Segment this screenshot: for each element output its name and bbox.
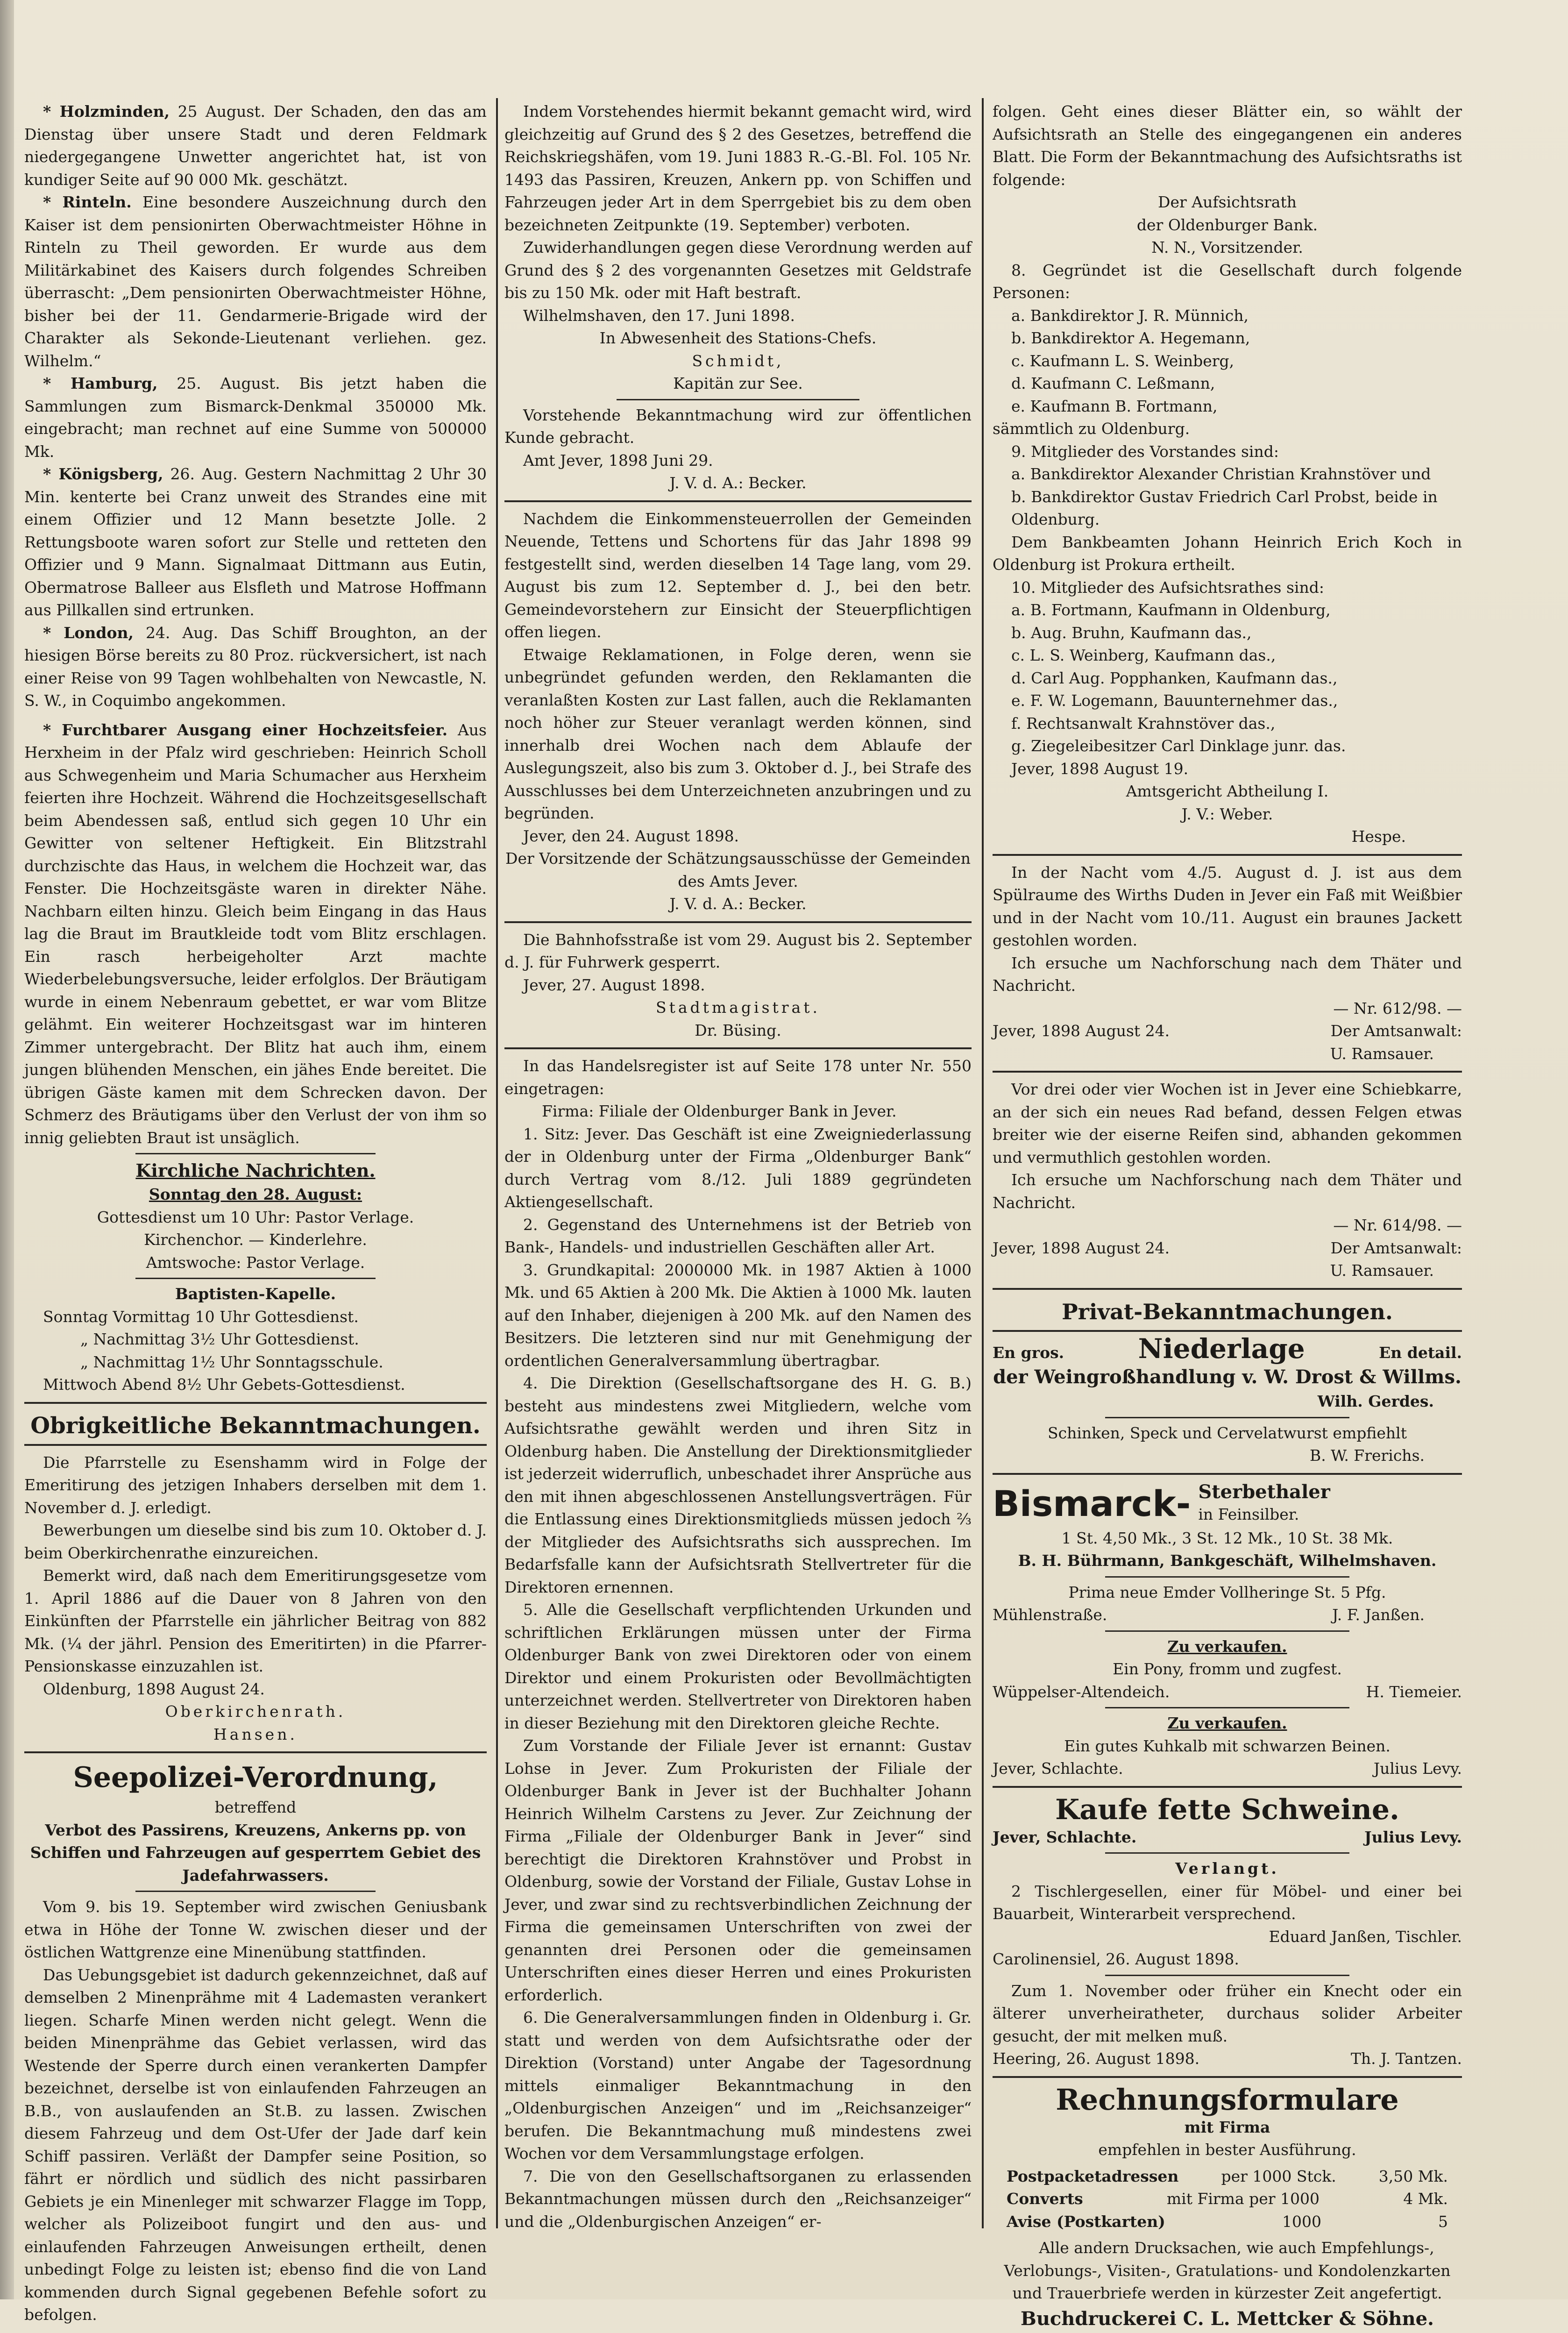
ad-signature: Eduard Janßen, Tischler. xyxy=(1269,1927,1462,1946)
news-item xyxy=(24,463,487,622)
notice-signatory: Schmidt, xyxy=(692,351,784,370)
section-divider xyxy=(993,1330,1462,1332)
service-line: „ Nachmittag 3½ Uhr Gottesdienst. xyxy=(80,1330,359,1348)
notice-date: Oldenburg, 1898 August 24. xyxy=(43,1679,265,1698)
ad-location: Mühlenstraße. xyxy=(993,1606,1107,1624)
section-divider xyxy=(1105,1975,1349,1976)
founder-entry: a. Bankdirektor J. R. Münnich, xyxy=(1011,306,1249,325)
notice-date: Jever, 1898 August 24. xyxy=(993,1238,1170,1257)
notice-date: Jever, 27. August 1898. xyxy=(523,975,705,994)
church-news-line: Kirchenchor. — Kinderlehre. xyxy=(144,1231,367,1249)
section-divider xyxy=(1105,1852,1349,1854)
price-item: Converts xyxy=(1007,2190,1083,2208)
register-item: 5. Alle die Gesellschaft verpflichtenden Urkunden und schriftlichen Erklärungen müssen unter der Firma Oldenburger Bank von zwei Direktoren oder von einem Direktor und einem Prokuristen oder Bevollmächtigten unterzeichnet werden. Stellvertreter von Direktoren haben in dieser Beziehung mit den Direktoren gleiche Rechte. xyxy=(504,1600,972,1732)
news-dateline: * Furchtbarer Ausgang einer Hochzeitsfeier. xyxy=(43,720,448,739)
section-divider xyxy=(135,1153,376,1154)
notice-text: Nachdem die Einkommensteuerrollen der Gemeinden Neuende, Tettens und Schortens für das Jahr 1898 99 festgestellt sind, werden dieselben 14 Tage lang, vom 29. August bis zum 12. September d. J., bei den betr. Gemeindevorstehern zur Einsicht der Steuerpflichtigen offen liegen. xyxy=(504,509,972,641)
ad-signature: H. Tiemeier. xyxy=(1366,1682,1462,1701)
notice-signatory: Hansen. xyxy=(213,1725,298,1743)
notice-signatory: Hespe. xyxy=(1351,827,1406,846)
column-rule xyxy=(496,98,498,2228)
price-qty: mit Firma per 1000 xyxy=(1166,2190,1320,2208)
price-item: Avise (Postkarten) xyxy=(1007,2212,1165,2231)
register-item: 4. Die Direktion (Gesellschaftsorgane des H. G. B.) besteht aus mindestens zwei Mitgliedern, welche vom Aufsichtsrathe gewählt werden und ihren Sitz in Oldenburg haben. Die Anstellung der Direktionsmitglieder ist jederzeit widerruflich, unbeschadet ihrer Ansprüche aus den mit ihnen abgeschlossenen Anstellungsverträgen. Für die Entlassung eines Direktionsmitglieds müssen jedoch ⅔ der Mitglieder des Aufsichtsraths sich aussprechen. Im Bedarfsfalle kann der Aufsichtsrath Stellvertreter für die Direktoren ernennen. xyxy=(504,1374,972,1596)
register-item: folgen. Geht eines dieser Blätter ein, so wählt der Aufsichtsrath an Stelle des eingegangenen ein anderes Blatt. Die Form der Bekanntmachung des Aufsichtsraths ist folgende: xyxy=(993,102,1462,189)
ad-text: Sterbethaler xyxy=(1198,1481,1330,1503)
news-dateline: * Holzminden, xyxy=(43,102,170,121)
church-news-title: Kirchliche Nachrichten. xyxy=(135,1160,376,1181)
register-form-line: Der Aufsichtsrath xyxy=(1158,193,1297,211)
section-divider xyxy=(504,921,972,923)
service-line: Mittwoch Abend 8½ Uhr Gebets-Gottesdienst. xyxy=(43,1375,405,1394)
register-item: 3. Grundkapital: 2000000 Mk. in 1987 Aktien à 1000 Mk. und 65 Aktien à 200 Mk. Die Aktien à 1000 Mk. lauten auf den Inhaber, diejenigen à 200 Mk. auf den Namen des Besitzers. Die letzteren sind nur mit Genehmigung der ordentlichen Generalversammlung übertragbar. xyxy=(504,1260,972,1370)
section-divider xyxy=(1105,1417,1349,1418)
ad-text xyxy=(993,1880,1462,1926)
notice-text: Vorstehende Bekanntmachung wird zur öffentlichen Kunde gebracht. xyxy=(504,405,972,447)
section-divider xyxy=(504,1047,972,1049)
register-form-line: der Oldenburger Bank. xyxy=(1136,215,1318,234)
church-news-date: Sonntag den 28. August: xyxy=(149,1185,362,1203)
notice-signatory: Oberkirchenrath. xyxy=(165,1702,346,1721)
notice-text: Bewerbungen um dieselbe sind bis zum 10. Oktober d. J. beim Oberkirchenrathe einzureichen. xyxy=(24,1521,487,1562)
register-item: 9. Mitglieder des Vorstandes sind: xyxy=(1011,442,1279,461)
council-entry: d. Carl Aug. Popphanken, Kaufmann das., xyxy=(1011,669,1338,687)
ad-signature: B. W. Frerichs. xyxy=(1309,1446,1425,1465)
column-3 xyxy=(993,100,1462,2330)
council-entry: b. Aug. Bruhn, Kaufmann das., xyxy=(1011,623,1252,642)
ad-text: En detail. xyxy=(1379,1343,1462,1362)
notice-signatory: Stadtmagistrat. xyxy=(656,998,820,1017)
founder-entry: c. Kaufmann L. S. Weinberg, xyxy=(1011,351,1235,370)
section-divider xyxy=(617,399,859,400)
notice-signatory: J. V. d. A.: Becker. xyxy=(669,895,807,913)
section-divider xyxy=(993,1071,1462,1073)
register-item: 7. Die von den Gesellschaftsorganen zu erlassenden Bekanntmachungen müssen durch den „Reichsanzeiger“ und die „Oldenburgischen Anzeigen“ er- xyxy=(504,2167,972,2231)
register-item: 2. Gegenstand des Unternehmens ist der Betrieb von Bank-, Handels- und industriellen Geschäften aller Art. xyxy=(504,1215,972,1256)
news-item xyxy=(24,191,487,372)
price-list xyxy=(993,2162,1462,2237)
news-item xyxy=(24,100,487,191)
ad-signature: B. H. Bührmann, Bankgeschäft, Wilhelmshaven. xyxy=(1018,1551,1437,1570)
section-divider xyxy=(24,1444,487,1446)
ad-headline: Rechnungsformulare xyxy=(1056,2082,1399,2117)
register-firm: Firma: Filiale der Oldenburger Bank in Jever. xyxy=(542,1102,897,1120)
section-divider xyxy=(135,1278,376,1279)
ad-niederlage xyxy=(993,1332,1462,1365)
ad-text: 2 Tischlergesellen, einer für Möbel- und einer bei Bauarbeit, Winterarbeit versprechend. xyxy=(993,1882,1462,1923)
news-dateline: * London, xyxy=(43,623,134,642)
news-text: Aus Herxheim in der Pfalz wird geschrieben: Heinrich Scholl aus Schwegenheim und Maria Schumacher aus Herxheim feierten ihre Hochzeit. Während die Hochzeitsgesellschaft beim Abendessen saß, entlud sich gegen 10 Uhr ein Gewitter von seltener Heftigkeit. Ein Blitzstrahl durchzischte das Haus, in welchem die Hochzeit war, das Fenster. Die Hochzeitsgäste waren in direkter Nähe. Nachbarn eilten hinzu. Gleich beim Eingang in das Haus lag die Braut im Brautkleide todt vom Blitz erschlagen. Ein rasch herbeigeholter Arzt machte Wiederbelebungsversuche, leider erfolglos. Der Bräutigam wurde in einem Nebenraum gebettet, er war vom Blitze gelähmt. Ein weiterer Hochzeitsgast war im hinteren Zimmer untergebracht. Der Blitz hat auch ihm, einem jungen blühenden Menschen, ein jähes Ende bereitet. Die übrigen Gäste kamen mit dem Schrecken davon. Der Schmerz des Bräutigams über den Verlust der von ihm so innig geliebten Braut ist unsäglich. xyxy=(24,720,487,1147)
notice-text: Bemerkt wird, daß nach dem Emeritirungsgesetze vom 1. April 1886 auf die Dauer von 8 Jahren von den Einkünften der Pfarrstelle ein jährlicher Beitrag von 882 Mk. (¼ der jährl. Pension des Emeritirten) in die Pfarrer-Pensionskasse einzuzahlen ist. xyxy=(24,1566,487,1675)
price-row xyxy=(1007,2188,1448,2211)
board-entry: a. Bankdirektor Alexander Christian Krahnstöver und xyxy=(1011,465,1431,483)
case-number: — Nr. 612/98. — xyxy=(1333,999,1462,1017)
notice-date: Jever, 1898 August 19. xyxy=(1011,759,1189,778)
notice-signatory: J. V.: Weber. xyxy=(1181,804,1273,823)
council-entry: c. L. S. Weinberg, Kaufmann das., xyxy=(1011,646,1276,664)
service-line: „ Nachmittag 1½ Uhr Sonntagsschule. xyxy=(80,1352,383,1371)
section-divider xyxy=(993,1786,1462,1788)
section-divider xyxy=(504,500,972,502)
news-text: 26. Aug. Gestern Nachmittag 2 Uhr 30 Min. kenterte bei Cranz unweit des Strandes eine mit einem Offizier und 12 Mann besetzte Jolle. 2 Rettungsboote waren sofort zur Stelle und retteten den Offizier und 9 Mann. Signalmaat Dittmann aus Eutin, Obermatrose Balleer aus Elsfleth und Matrose Hoffmann aus Pillkallen sind ertrunken. xyxy=(24,465,487,619)
price-qty: per 1000 Stck. xyxy=(1221,2167,1336,2185)
section-divider xyxy=(24,1402,487,1404)
register-intro: In das Handelsregister ist auf Seite 178 unter Nr. 550 eingetragen: xyxy=(504,1057,972,1098)
notice-text: Die Bahnhofsstraße ist vom 29. August bis 2. September d. J. für Fuhrwerk gesperrt. xyxy=(504,930,972,971)
founder-entry: e. Kaufmann B. Fortmann, xyxy=(1011,397,1218,415)
register-item: 6. Die Generalversammlungen finden in Oldenburg i. Gr. statt und werden von dem Aufsichtsrathe oder der Direktion (Vorstand) unter Angabe der Tagesordnung mittels einmaliger Bekanntmachung in den „Oldenburgischen Anzeigen“ und im „Reichsanzeiger“ berufen. Die Bekanntmachung muß mindestens zwei Wochen vor dem Versammlungstage erfolgen. xyxy=(504,2008,972,2162)
ad-headline: der Weingroßhandlung v. W. Drost & Willms. xyxy=(993,1366,1462,1388)
section-divider xyxy=(1105,1630,1349,1632)
ad-signature: J. F. Janßen. xyxy=(1332,1606,1425,1624)
price-value: 3,50 Mk. xyxy=(1378,2167,1448,2185)
ad-location: Jever, Schlachte. xyxy=(993,1828,1137,1846)
notice-signatory: In Abwesenheit des Stations-Chefs. xyxy=(599,329,877,347)
ad-headline: Zu verkaufen. xyxy=(1167,1714,1287,1732)
news-text: 25 August. Der Schaden, den das am Dienstag über unsere Stadt und deren Feldmark niedergegangene Unwetter angerichtet hat, ist von kundiger Seite auf 90 000 Mk. geschätzt. xyxy=(24,102,487,189)
ad-footer xyxy=(993,1826,1462,1849)
notice-date: Jever, den 24. August 1898. xyxy=(523,826,739,845)
ad-subheadline xyxy=(1198,1481,1330,1526)
notice-signatory: Der Amtsanwalt: xyxy=(1330,1022,1462,1040)
price-value: 5 xyxy=(1438,2212,1448,2231)
column-2 xyxy=(504,100,972,2249)
sea-police-subject: Verbot des Passirens, Kreuzens, Ankerns pp. von Schiffen und Fahrzeugen auf gesperrtem Gebiet des Jadefahrwassers. xyxy=(30,1821,481,1885)
news-item xyxy=(24,622,487,712)
ad-footer xyxy=(993,1757,1462,1780)
church-news-line: Gottesdienst um 10 Uhr: Pastor Verlage. xyxy=(97,1208,414,1226)
notice-date: Wilhelmshaven, den 17. Juni 1898. xyxy=(523,306,795,325)
ad-footer xyxy=(993,2048,1462,2070)
ad-location: Heering, 26. August 1898. xyxy=(993,2049,1200,2068)
news-item xyxy=(24,372,487,463)
ad-text: Ein gutes Kuhkalb mit schwarzen Beinen. xyxy=(1064,1736,1391,1755)
section-divider xyxy=(24,1751,487,1753)
ad-signature: Julius Levy. xyxy=(1364,1828,1462,1846)
ad-subheadline: mit Firma xyxy=(1184,2118,1270,2136)
founder-entry: d. Kaufmann C. Leßmann, xyxy=(1011,374,1215,392)
private-notices-title: Privat-Bekanntmachungen. xyxy=(1062,1299,1393,1324)
column-rule xyxy=(982,98,984,2228)
ad-text: Zum 1. November oder früher ein Knecht oder ein älterer unverheiratheter, durchaus solider Arbeiter gesucht, der mit melken muß. xyxy=(993,1981,1462,2045)
notice-text: Das Uebungsgebiet ist dadurch gekennzeichnet, daß auf demselben 2 Minenprähme mit 4 Lademasten verankert liegen. Scharfe Minen werden nicht gelegt. Wenn die beiden Minenprähme das Gebiet verlassen, wird das Westende der Sperre durch einen verankerten Dampfer bezeichnet, derselbe ist von einlaufenden Fahrzeugen an B.B., von auslaufenden an St.B. zu lassen. Zwischen diesem Fahrzeug und dem Ost-Ufer der Jade darf kein Schiff passiren. Verläßt der Dampfer seine Position, so fährt er nördlich und südlich des nicht passirbaren Gebiets je ein Minenleger mit schwarzer Flagge im Topp, welcher als Polizeiboot fungirt und den aus- und einlaufenden Fahrzeugen Anweisungen ertheilt, denen unbedingt Folge zu leisten ist; ebenso find die von Land kommenden durch Signal gegebenen Befehle sofort zu befolgen. xyxy=(24,1965,487,2324)
section-divider xyxy=(135,1891,376,1892)
news-dateline: * Königsberg, xyxy=(43,465,163,483)
council-entry: g. Ziegeleibesitzer Carl Dinklage junr. das. xyxy=(1011,737,1346,755)
register-item: 10. Mitglieder des Aufsichtsrathes sind: xyxy=(1011,578,1324,597)
notice-signatory: U. Ramsauer. xyxy=(1330,1044,1434,1063)
notice-footer xyxy=(993,1020,1462,1043)
news-dateline: * Hamburg, xyxy=(43,374,158,392)
news-text: 25. August. Bis jetzt haben die Sammlungen zum Bismarck-Denkmal 350000 Mk. eingebracht; man rechnet auf eine Summe von 500000 Mk. xyxy=(24,374,487,461)
notice-date: Jever, 1898 August 24. xyxy=(993,1022,1170,1040)
register-item: 1. Sitz: Jever. Das Geschäft ist eine Zweigniederlassung der in Oldenburg unter der Firma „Oldenburger Bank“ durch Vertrag vom 8./12. Juli 1889 gegründeten Aktiengesellschaft. xyxy=(504,1124,972,1211)
register-form-line: N. N., Vorsitzender. xyxy=(1151,238,1303,256)
section-divider xyxy=(993,1473,1462,1475)
section-divider xyxy=(993,2076,1462,2078)
police-notice-text: Ich ersuche um Nachforschung nach dem Thäter und Nachricht. xyxy=(993,1171,1462,1212)
ad-text: Prima neue Emder Vollheringe St. 5 Pfg. xyxy=(1068,1583,1386,1601)
news-item xyxy=(24,719,487,1150)
case-number: — Nr. 614/98. — xyxy=(1333,1216,1462,1234)
police-notice-text: Vor drei oder vier Wochen ist in Jever eine Schiebkarre, an der sich ein neues Rad befand, dessen Felgen etwas breiter wie der eiserne Reifen sind, abhanden gekommen und vermuthlich gestohlen worden. xyxy=(993,1080,1462,1166)
ad-location: Carolinensiel, 26. August 1898. xyxy=(993,1950,1239,1968)
ad-headline: Verlangt. xyxy=(1175,1859,1279,1878)
ad-text: in Feinsilber. xyxy=(1198,1505,1299,1524)
ad-footer xyxy=(993,1681,1462,1704)
founder-entry: b. Bankdirektor A. Hegemann, xyxy=(1011,329,1250,347)
baptist-chapel-title: Baptisten-Kapelle. xyxy=(175,1285,336,1303)
notice-text: Vom 9. bis 19. September wird zwischen Geniusbank etwa in Höhe der Tonne W. zwischen dieser und der östlichen Wattgrenze eine Minenübung stattfinden. xyxy=(24,1898,487,1961)
council-entry: a. B. Fortmann, Kaufmann in Oldenburg, xyxy=(1011,601,1331,619)
register-item: 8. Gegründet ist die Gesellschaft durch folgende Personen: xyxy=(993,261,1462,302)
price-item: Postpacketadressen xyxy=(1007,2167,1179,2185)
news-dateline: * Rinteln. xyxy=(43,193,132,211)
notice-signatory: Der Amtsanwalt: xyxy=(1330,1238,1462,1257)
section-divider xyxy=(1105,1707,1349,1708)
ad-text: Schinken, Speck und Cervelatwurst empfiehlt xyxy=(1048,1423,1407,1442)
price-qty: 1000 xyxy=(1282,2212,1321,2231)
ad-headline: Niederlage xyxy=(1138,1332,1305,1365)
ad-text: Ein Pony, fromm und zugfest. xyxy=(1113,1660,1342,1678)
notice-text: Zuwiderhandlungen gegen diese Verordnung werden auf Grund des § 2 des vorgenannten Gesetzes mit Geldstrafe bis zu 150 Mk. oder mit Haft bestraft. xyxy=(504,238,972,302)
notice-text: Die Pfarrstelle zu Esenshamm wird in Folge der Emeritirung des jetzigen Inhabers derselben mit dem 1. November d. J. erledigt. xyxy=(24,1453,487,1517)
ad-signature: Buchdruckerei C. L. Mettcker & Söhne. xyxy=(1021,2307,1434,2330)
sea-police-subtitle: betreffend xyxy=(214,1798,297,1816)
ad-signature: Wilh. Gerdes. xyxy=(1317,1392,1434,1410)
notice-signatory: U. Ramsauer. xyxy=(1330,1261,1434,1280)
official-notices-title: Obrigkeitliche Bekanntmachungen. xyxy=(30,1412,481,1439)
notice-date: Amt Jever, 1898 Juni 29. xyxy=(523,451,713,469)
ad-footer xyxy=(993,1604,1462,1627)
price-row xyxy=(1007,2211,1448,2233)
price-row xyxy=(1007,2165,1448,2188)
notice-footer xyxy=(993,1237,1462,1260)
section-divider xyxy=(993,854,1462,856)
board-entry: b. Bankdirektor Gustav Friedrich Carl Probst, beide in Oldenburg. xyxy=(1011,487,1438,528)
notice-signatory: J. V. d. A.: Becker. xyxy=(669,474,807,492)
register-item: Zum Vorstande der Filiale Jever ist ernannt: Gustav Lohse in Jever. Zum Prokuristen der Filiale der Oldenburger Bank in Jever ist der Buchhalter Johann Heinrich Wilhelm Carstens zu Jever. Zur Zeichnung der Firma „Filiale der Oldenburger Bank in Jever“ sind berechtigt die Direktoren Krahnstöver und Probst in Oldenburg, sowie der Vorstand der Filiale, Gustav Lohse in Jever, und zwar sind zu rechtsverbindlichen Zeichnung der Firma die gemeinsamen Unterschriften von zwei der genannten drei Personen oder die gemeinsamen Unterschriften eines dieser Herren und eines Prokuristen erforderlich. xyxy=(504,1736,972,2004)
ad-headline: Kaufe fette Schweine. xyxy=(1055,1793,1399,1826)
notice-signatory: Dr. Büsing. xyxy=(695,1021,781,1039)
ad-text: empfehlen in bester Ausführung. xyxy=(1098,2141,1356,2159)
news-text: Eine besondere Auszeichnung durch den Kaiser ist dem pensionirten Oberwachtmeister Höhne in Rinteln zu Theil geworden. Er wurde aus dem Militärkabinet des Kaisers durch folgendes Schreiben überrascht: „Dem pensionirten Oberwachtmeister Höhne, bisher bei der 11. Gendarmerie-Brigade wird der Charakter als Sekonde-Lieutenant verliehen. gez. Wilhelm.“ xyxy=(24,193,487,370)
council-entry: e. F. W. Logemann, Bauunternehmer das., xyxy=(1011,691,1338,710)
ad-location: Jever, Schlachte. xyxy=(993,1759,1123,1778)
ad-text: Alle andern Drucksachen, wie auch Empfehlungs-, Verlobungs-, Visiten-, Gratulations- und Kondolenzkarten und Trauerbriefe werden in kürzester Zeit angefertigt. xyxy=(1004,2239,1451,2302)
police-notice-text: Ich ersuche um Nachforschung nach dem Thäter und Nachricht. xyxy=(993,953,1462,995)
notice-signatory: Der Vorsitzende der Schätzungsausschüsse der Gemeinden des Amts Jever. xyxy=(505,849,971,890)
ad-headline: Bismarck- xyxy=(993,1482,1191,1524)
price-value: 4 Mk. xyxy=(1403,2190,1448,2208)
notice-signatory: Kapitän zur See. xyxy=(673,374,803,392)
section-divider xyxy=(993,1288,1462,1290)
page-fold-shadow xyxy=(0,0,14,2299)
notice-signatory: Amtsgericht Abtheilung I. xyxy=(1126,782,1329,800)
council-entry: f. Rechtsanwalt Krahnstöver das., xyxy=(1011,714,1276,733)
ad-text: En gros. xyxy=(993,1343,1064,1362)
police-notice-text: In der Nacht vom 4./5. August d. J. ist aus dem Spülraume des Wirths Duden in Jever ein Faß mit Weißbier und in der Nacht vom 10./11. August ein braunes Jackett gestohlen worden. xyxy=(993,863,1462,949)
church-news-line: Amtswoche: Pastor Verlage. xyxy=(146,1253,365,1272)
ad-bismarck xyxy=(993,1480,1462,1527)
ad-location: Wüppelser-Altendeich. xyxy=(993,1682,1170,1701)
founder-entry: sämmtlich zu Oldenburg. xyxy=(993,420,1190,438)
service-line: Sonntag Vormittag 10 Uhr Gottesdienst. xyxy=(43,1307,359,1326)
news-text: 24. Aug. Das Schiff Broughton, an der hiesigen Börse bereits zu 80 Proz. rückversichert, ist nach einer Reise von 99 Tagen wohlbehalten von Newcastle, N. S. W., in Coquimbo angekommen. xyxy=(24,623,487,710)
ad-headline: Zu verkaufen. xyxy=(1167,1637,1287,1656)
column-1 xyxy=(24,100,487,2324)
ad-signature: Julius Levy. xyxy=(1373,1759,1462,1778)
section-divider xyxy=(1105,1576,1349,1578)
register-item: Dem Bankbeamten Johann Heinrich Erich Koch in Oldenburg ist Prokura ertheilt. xyxy=(993,533,1462,574)
sea-police-title: Seepolizei-Verordnung, xyxy=(73,1761,438,1794)
notice-text: Etwaige Reklamationen, in Folge deren, wenn sie unbegründet gefunden werden, den Reklamanten die veranlaßten Kosten zur Last fallen, auch die Reklamanten noch höher zur Steuer veranlagt werden können, sind innerhalb drei Wochen nach dem Ablaufe der Auslegungszeit, also bis zum 3. Oktober d. J., bei Strafe des Ausschlusses bei dem Unterzeichneten anzubringen und zu begründen. xyxy=(504,645,972,822)
ad-signature: Th. J. Tantzen. xyxy=(1350,2049,1462,2068)
notice-text: Indem Vorstehendes hiermit bekannt gemacht wird, wird gleichzeitig auf Grund des § 2 des Gesetzes, betreffend die Reichskriegshäfen, vom 19. Juni 1883 R.-G.-Bl. Fol. 105 Nr. 1493 das Passiren, Kreuzen, Ankern pp. von Schiffen und Fahrzeugen jeder Art in dem Sperrgebiet bis zu dem oben bezeichneten Zeitpunkte (19. September) verboten. xyxy=(504,102,972,234)
ad-price: 1 St. 4,50 Mk., 3 St. 12 Mk., 10 St. 38 Mk. xyxy=(1061,1529,1393,1547)
